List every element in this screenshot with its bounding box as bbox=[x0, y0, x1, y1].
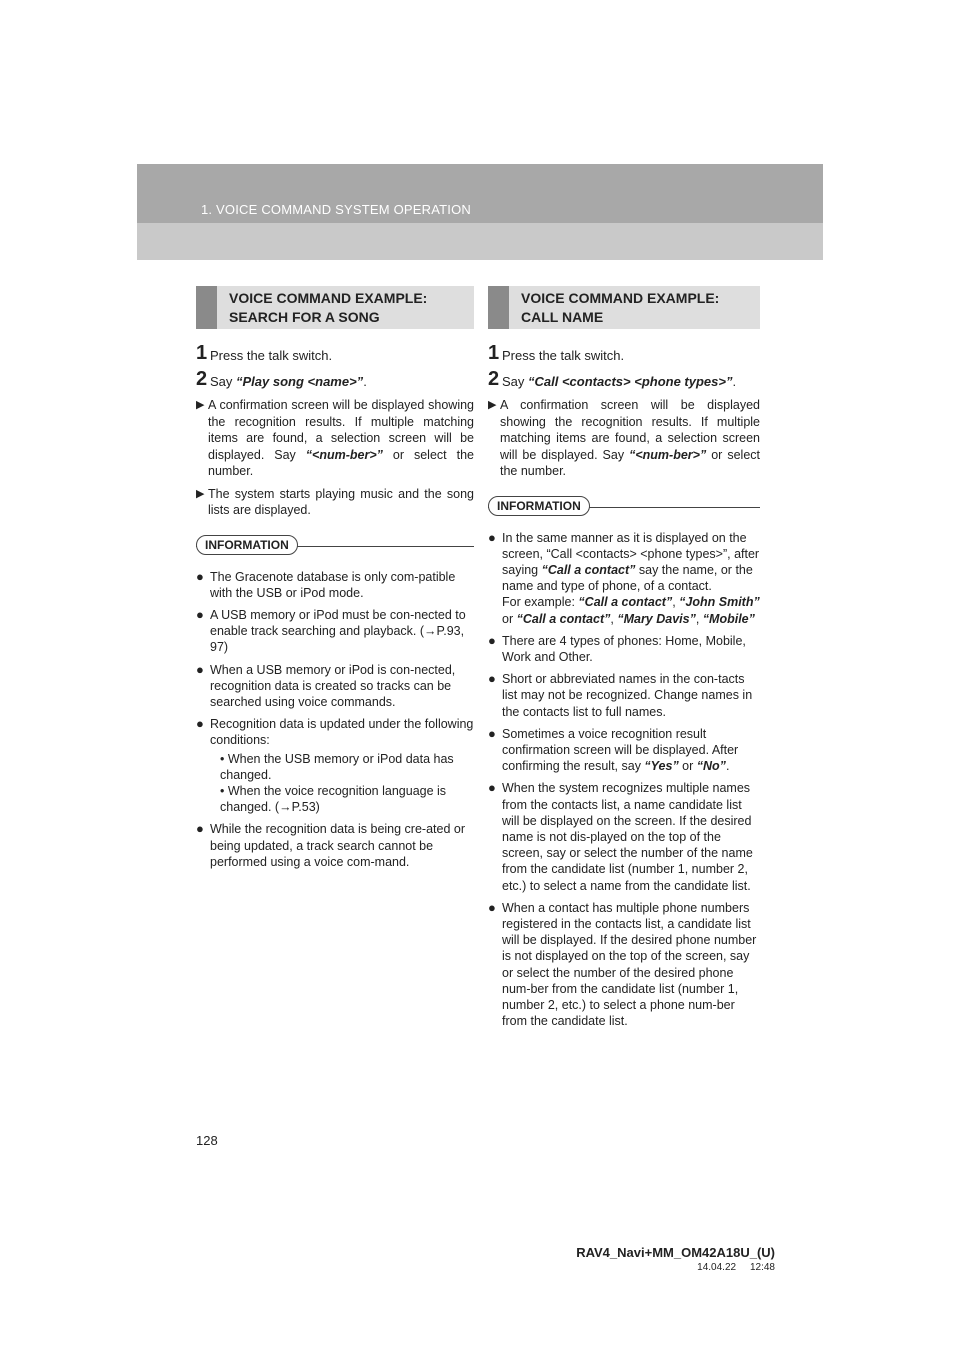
list-item: • When the voice recognition language is changed. (→P.53) bbox=[220, 783, 447, 815]
circle-bullet-icon: ● bbox=[196, 661, 204, 677]
circle-bullet-icon: ● bbox=[488, 632, 496, 648]
list-item: ● A USB memory or iPod must be con-nected to enable track searching and playback. (→P.93, 97) bbox=[196, 606, 466, 655]
page-header bbox=[137, 164, 823, 260]
right-column bbox=[488, 286, 760, 1035]
list-item: ▶ The system starts playing music and the song lists are displayed. bbox=[196, 486, 474, 517]
step-number: 2 bbox=[488, 368, 500, 390]
information-label: INFORMATION bbox=[196, 535, 298, 555]
information-header bbox=[196, 535, 474, 561]
circle-bullet-icon: ● bbox=[488, 899, 496, 915]
step-number: 2 bbox=[196, 368, 208, 390]
circle-bullet-icon: ● bbox=[488, 780, 496, 796]
document-id: RAV4_Navi+MM_OM42A18U_(U) bbox=[576, 1245, 775, 1260]
list-item: ● Sometimes a voice recognition result confirmation screen will be displayed. After confirming the result, say “Yes” or “No”. bbox=[488, 725, 739, 774]
list-item: ● Short or abbreviated names in the con-tacts list may not be recognized. Change names in the contacts list to full names. bbox=[488, 671, 753, 719]
triangle-bullet-icon: ▶ bbox=[196, 487, 205, 500]
triangle-bullet-icon: ▶ bbox=[196, 399, 205, 411]
right-section-heading bbox=[488, 286, 760, 329]
sub-list bbox=[210, 751, 474, 816]
circle-bullet-icon: ● bbox=[488, 671, 496, 687]
heading-bar bbox=[196, 286, 217, 329]
heading-bar bbox=[488, 286, 509, 329]
circle-bullet-icon: ● bbox=[488, 529, 496, 545]
list-item: ● The Gracenote database is only com-patible with the USB or iPod mode. bbox=[196, 568, 456, 600]
information-label: INFORMATION bbox=[488, 496, 590, 516]
step-1 bbox=[196, 343, 474, 365]
step-number: 1 bbox=[196, 342, 208, 364]
list-item: ● There are 4 types of phones: Home, Mobile, Work and Other. bbox=[488, 632, 746, 664]
list-item: ▶ A confirmation screen will be displayed showing the recognition results. If multiple matching items are found, a selection screen will be displayed. Say “<num-ber>” or select the number. bbox=[196, 398, 474, 478]
step-text: Say “Play song <name>”. bbox=[210, 374, 367, 389]
information-header bbox=[488, 496, 760, 522]
step-1 bbox=[488, 343, 760, 365]
left-bullets bbox=[196, 397, 474, 519]
list-item: ● When a contact has multiple phone numbers registered in the contacts list, a candidate list will be displayed. If the desired phone number is not displayed on the top of the screen, say or select the number of the desired phone num-ber from the candidate list (number 1, number 2, etc.) to select a phone num-ber from the candidate list. bbox=[488, 899, 757, 1029]
left-column bbox=[196, 286, 474, 876]
list-item: ● While the recognition data is being cre-ated or being updated, a track search cannot be performed using a voice com-mand. bbox=[196, 821, 466, 869]
circle-bullet-icon: ● bbox=[196, 568, 204, 584]
list-item: ● When the system recognizes multiple names from the contacts list, a name candidate list will be displayed on the screen. If the desired name is not dis-played on the top of the screen, say or select the number of the name from the candidate list (number 1, number 2, etc.) to select a name from the candidate list. bbox=[488, 780, 753, 893]
circle-bullet-icon: ● bbox=[196, 606, 204, 622]
step-text: Press the talk switch. bbox=[502, 348, 625, 363]
list-item: ▶ A confirmation screen will be displayed showing the recognition results. If multiple matching items are found, a selection screen will be displayed. Say “<num-ber>” or select the number. bbox=[488, 398, 760, 478]
section-title: 1. VOICE COMMAND SYSTEM OPERATION bbox=[201, 202, 472, 217]
print-timestamp: 14.04.22 12:48 bbox=[697, 1262, 775, 1273]
circle-bullet-icon: ● bbox=[488, 725, 496, 741]
left-section-heading bbox=[196, 286, 474, 329]
left-information-list bbox=[196, 569, 474, 870]
step-text: Say “Call <contacts> <phone types>”. bbox=[502, 374, 737, 389]
step-number: 1 bbox=[488, 342, 500, 364]
step-text: Press the talk switch. bbox=[210, 348, 333, 363]
page-number: 128 bbox=[196, 1133, 218, 1148]
list-item: ● Recognition data is updated under the following conditions: • When the USB memory or iPod data has changed. • When the voice recognition language is changed. (→P.53) bbox=[196, 716, 474, 815]
list-item: ● In the same manner as it is displayed on the screen, “Call <contacts> <phone types>”, after saying “Call a contact” say the name, or the name and type of phone, of a contact. For example: “Call a contact”, “John Smith” or “Call a contact”, “Mary Davis”, “Mobile” bbox=[488, 529, 760, 626]
list-item: ● When a USB memory or iPod is con-nected, recognition data is created so tracks can be searched using voice commands. bbox=[196, 661, 456, 709]
circle-bullet-icon: ● bbox=[196, 716, 204, 732]
heading-title: VOICE COMMAND EXAMPLE: CALL NAME bbox=[521, 290, 720, 325]
step-2 bbox=[488, 369, 760, 391]
right-bullets bbox=[488, 397, 760, 480]
step-2 bbox=[196, 369, 474, 391]
heading-title: VOICE COMMAND EXAMPLE: SEARCH FOR A SONG bbox=[229, 290, 428, 325]
circle-bullet-icon: ● bbox=[196, 821, 204, 837]
triangle-bullet-icon: ▶ bbox=[488, 399, 497, 411]
header-band bbox=[137, 164, 823, 223]
right-information-list bbox=[488, 530, 760, 1030]
list-item: • When the USB memory or iPod data has changed. bbox=[220, 751, 454, 782]
